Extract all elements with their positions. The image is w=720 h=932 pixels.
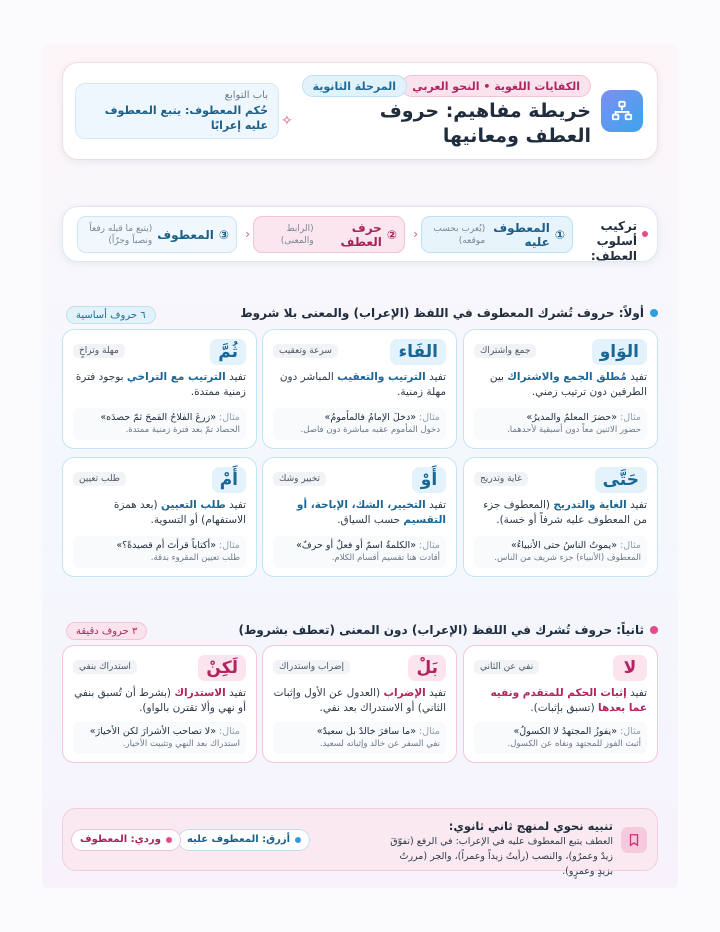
example-sentence: «لا تصاحب الأشرارَ لكن الأخيارَ» (89, 726, 217, 737)
example-box: مثال: «حضرَ المعلمُ والمديرُ» حضور الاثنين معاً دون أسبقية لأحدهما. (474, 408, 647, 440)
letter-description: تفيد مُطلق الجمع والاشتراك بين الطرفين دون ترتيب زمني. (489, 371, 647, 398)
section-1-badge: ٦ حروف أساسية (66, 306, 156, 324)
example-note: طلب تعيين المقروء بدقة. (150, 553, 240, 563)
example-sentence: «زرعَ الفلاحُ القمحَ ثمّ حصدَه» (100, 412, 217, 423)
legend-pink-label: وردي: المعطوف (80, 834, 161, 845)
example-box: مثال: «يفوزُ المجتهدُ لا الكسولُ» أثبت الفوز للمجتهد ونفاه عن الكسول. (474, 722, 647, 754)
header-card (62, 62, 658, 160)
meaning-tag: إضراب واستدراك (273, 660, 350, 674)
arrow-left-icon: ‹ (245, 227, 250, 241)
example-sentence: «أكتاباً قرأتَ أم قصيدةً؟» (116, 540, 217, 551)
example-note: حضور الاثنين معاً دون أسبقية لأحدهما. (507, 425, 641, 435)
letter-card (262, 645, 457, 763)
meaning-tag: سرعة وتعقيب (273, 344, 338, 358)
section-2-title (238, 623, 658, 637)
letter-description: تفيد طلب التعيين (بعد همزة الاستفهام) أو التسوية. (113, 499, 246, 526)
step-name: حرف العطف (340, 220, 382, 249)
subject-tag: الكفايات اللغوية • النحو العربي (401, 75, 591, 97)
bullet-dot (642, 231, 648, 237)
letter-card (463, 457, 658, 577)
structure-step-1 (421, 216, 573, 253)
letter-badge: حَتَّى (595, 467, 647, 493)
example-sentence: «يموتُ الناسُ حتى الأنبياءُ» (510, 540, 618, 551)
example-note: نفي السفر عن خالد وإثباته لسعيد. (319, 739, 440, 749)
meaning-tag: جمع واشتراك (474, 344, 536, 358)
structure-step-3 (77, 216, 237, 253)
step-number: ① (554, 227, 565, 242)
step-note: (يُعرب بحسب موقعه) (433, 223, 486, 246)
bullet-dot (650, 309, 658, 317)
rule-kicker: باب التوابع (224, 90, 268, 101)
level-tag: المرحلة الثانوية (302, 75, 407, 97)
letter-badge: بَلْ (408, 655, 446, 681)
letter-card (62, 329, 257, 449)
letter-badge: لَكِنْ (198, 655, 246, 681)
structure-card (62, 206, 658, 262)
meaning-tag: استدراك بنفي (73, 660, 137, 674)
example-box: مثال: «يموتُ الناسُ حتى الأنبياءُ» المعطوف (الأنبياء) جزء شريف من الناس. (474, 536, 647, 568)
arrow-left-icon: ‹ (413, 227, 418, 241)
note-text: العطف يتبع المعطوف عليه في الإعراب: في الرفع (تفوّقَ زيدٌ وعمرٌو)، والنصب (رأيتُ زيداً وعمراً)، والجر (مررتُ بزيدٍ وعمرٍو). (390, 836, 613, 877)
example-note: دخول المأموم عقبه مباشرة دون فاصل. (300, 425, 440, 435)
structure-label: تركيب أسلوب العطف: (590, 219, 637, 263)
letter-description: تفيد الترتيب والتعقيب المباشر دون مهلة زمنية. (279, 371, 446, 398)
example-note: الحصاد تمّ بعد فترة زمنية ممتدة. (125, 425, 240, 435)
section-1-title (240, 306, 658, 320)
sitemap-icon (601, 90, 643, 132)
example-sentence: «يفوزُ المجتهدُ لا الكسولُ» (513, 726, 618, 737)
meaning-tag: مهلة وتراخٍ (73, 344, 125, 358)
legend-blue-label: أزرق: المعطوف عليه (187, 834, 291, 845)
rule-text: حُكم المعطوف: يتبع المعطوف عليه إعرابًا (104, 104, 268, 132)
rule-box (75, 83, 279, 139)
structure-step-2 (253, 216, 405, 253)
letter-card (463, 645, 658, 763)
meaning-tag: تخيير وشك (273, 472, 326, 486)
note-title: تنبيه نحوي لمنهج ثاني ثانوي: (448, 819, 613, 833)
letter-card (262, 457, 457, 577)
letter-card (262, 329, 457, 449)
sparkle-icon: ✧ (281, 113, 293, 129)
letter-badge: الوَاو (592, 339, 647, 365)
example-box: مثال: «لا تصاحب الأشرارَ لكن الأخيارَ» استدراك بعد النهي وتثبيت الأخيار. (73, 722, 246, 754)
letter-description: تفيد التخيير، الشك، الإباحة، أو التقسيم حسب السياق. (296, 499, 446, 526)
section-2-title-text: ثانياً: حروف تُشرك في اللفظ (الإعراب) دون المعنى (تعطف بشروط) (238, 623, 644, 637)
letter-card (463, 329, 658, 449)
example-box: مثال: «دخلَ الإمامُ فالمأمومُ» دخول المأموم عقبه مباشرة دون فاصل. (273, 408, 446, 440)
letter-badge: أَوْ (412, 467, 446, 493)
section-1-title-text: أولاً: حروف تُشرك المعطوف في اللفظ (الإعراب) والمعنى بلا شروط (240, 306, 644, 320)
example-sentence: «حضرَ المعلمُ والمديرُ» (526, 412, 618, 423)
meaning-tag: غاية وتدريج (474, 472, 528, 486)
legend-dot (295, 837, 301, 843)
grammar-note (62, 808, 658, 877)
example-box: مثال: «أكتاباً قرأتَ أم قصيدةً؟» طلب تعيين المقروء بدقة. (73, 536, 246, 568)
letter-badge: ثُمَّ (210, 339, 246, 365)
letter-badge: أَمْ (212, 467, 246, 493)
letter-description: تفيد الترتيب مع التراخي بوجود فترة زمنية ممتدة. (75, 371, 246, 398)
legend-dot (166, 837, 172, 843)
letter-description: تفيد الإضراب (العدول عن الأول وإثبات الثاني) أو الاستدراك بعد نفي. (273, 687, 446, 714)
example-sentence: «الكلمةُ اسمٌ أو فعلٌ أو حرفٌ» (296, 540, 417, 551)
section-2-badge: ٣ حروف دقيقة (66, 622, 147, 640)
legend-pink (71, 829, 181, 851)
step-note: (يتبع ما قبله رفعاً ونصباً وجرّاً) (89, 223, 153, 246)
letter-description: تفيد الغاية والتدريج (المعطوف جزء من المعطوف عليه شرفاً أو خسة). (483, 499, 647, 526)
example-note: استدراك بعد النهي وتثبيت الأخيار. (122, 739, 240, 749)
example-sentence: «ما سافرَ خالدٌ بل سعيدٌ» (316, 726, 417, 737)
example-box: مثال: «زرعَ الفلاحُ القمحَ ثمّ حصدَه» الحصاد تمّ بعد فترة زمنية ممتدة. (73, 408, 246, 440)
letter-description: تفيد إثبات الحكم للمتقدم ونفيه عما بعدها (تسبق بإثبات). (490, 687, 647, 714)
step-note: (الرابط والمعنى) (280, 223, 314, 246)
example-note: أثبت الفوز للمجتهد ونفاه عن الكسول. (507, 739, 641, 749)
example-sentence: «دخلَ الإمامُ فالمأمومُ» (324, 412, 417, 423)
letter-badge: لا (613, 655, 647, 681)
meaning-tag: طلب تعيين (73, 472, 126, 486)
letter-badge: الفَاء (390, 339, 446, 365)
meaning-tag: نفي عن الثاني (474, 660, 539, 674)
legend-blue (178, 829, 310, 851)
step-name: المعطوف (157, 227, 214, 242)
page-title: خريطة مفاهيم: حروف العطف ومعانيها (379, 100, 591, 147)
example-box: مثال: «ما سافرَ خالدٌ بل سعيدٌ» نفي السفر عن خالد وإثباته لسعيد. (273, 722, 446, 754)
letter-description: تفيد الاستدراك (بشرط أن تُسبق بنفي أو نهي وألا تقترن بالواو). (74, 687, 246, 714)
letter-card (62, 457, 257, 577)
example-note: المعطوف (الأنبياء) جزء شريف من الناس. (494, 553, 641, 563)
step-number: ② (386, 227, 397, 242)
step-name: المعطوف عليه (493, 220, 550, 249)
letter-card (62, 645, 257, 763)
example-box: مثال: «الكلمةُ اسمٌ أو فعلٌ أو حرفٌ» أفادت هنا تقسيم أقسام الكلام. (273, 536, 446, 568)
step-number: ③ (218, 227, 229, 242)
bullet-dot (650, 626, 658, 634)
bookmark-icon (621, 827, 647, 853)
example-note: أفادت هنا تقسيم أقسام الكلام. (331, 553, 440, 563)
